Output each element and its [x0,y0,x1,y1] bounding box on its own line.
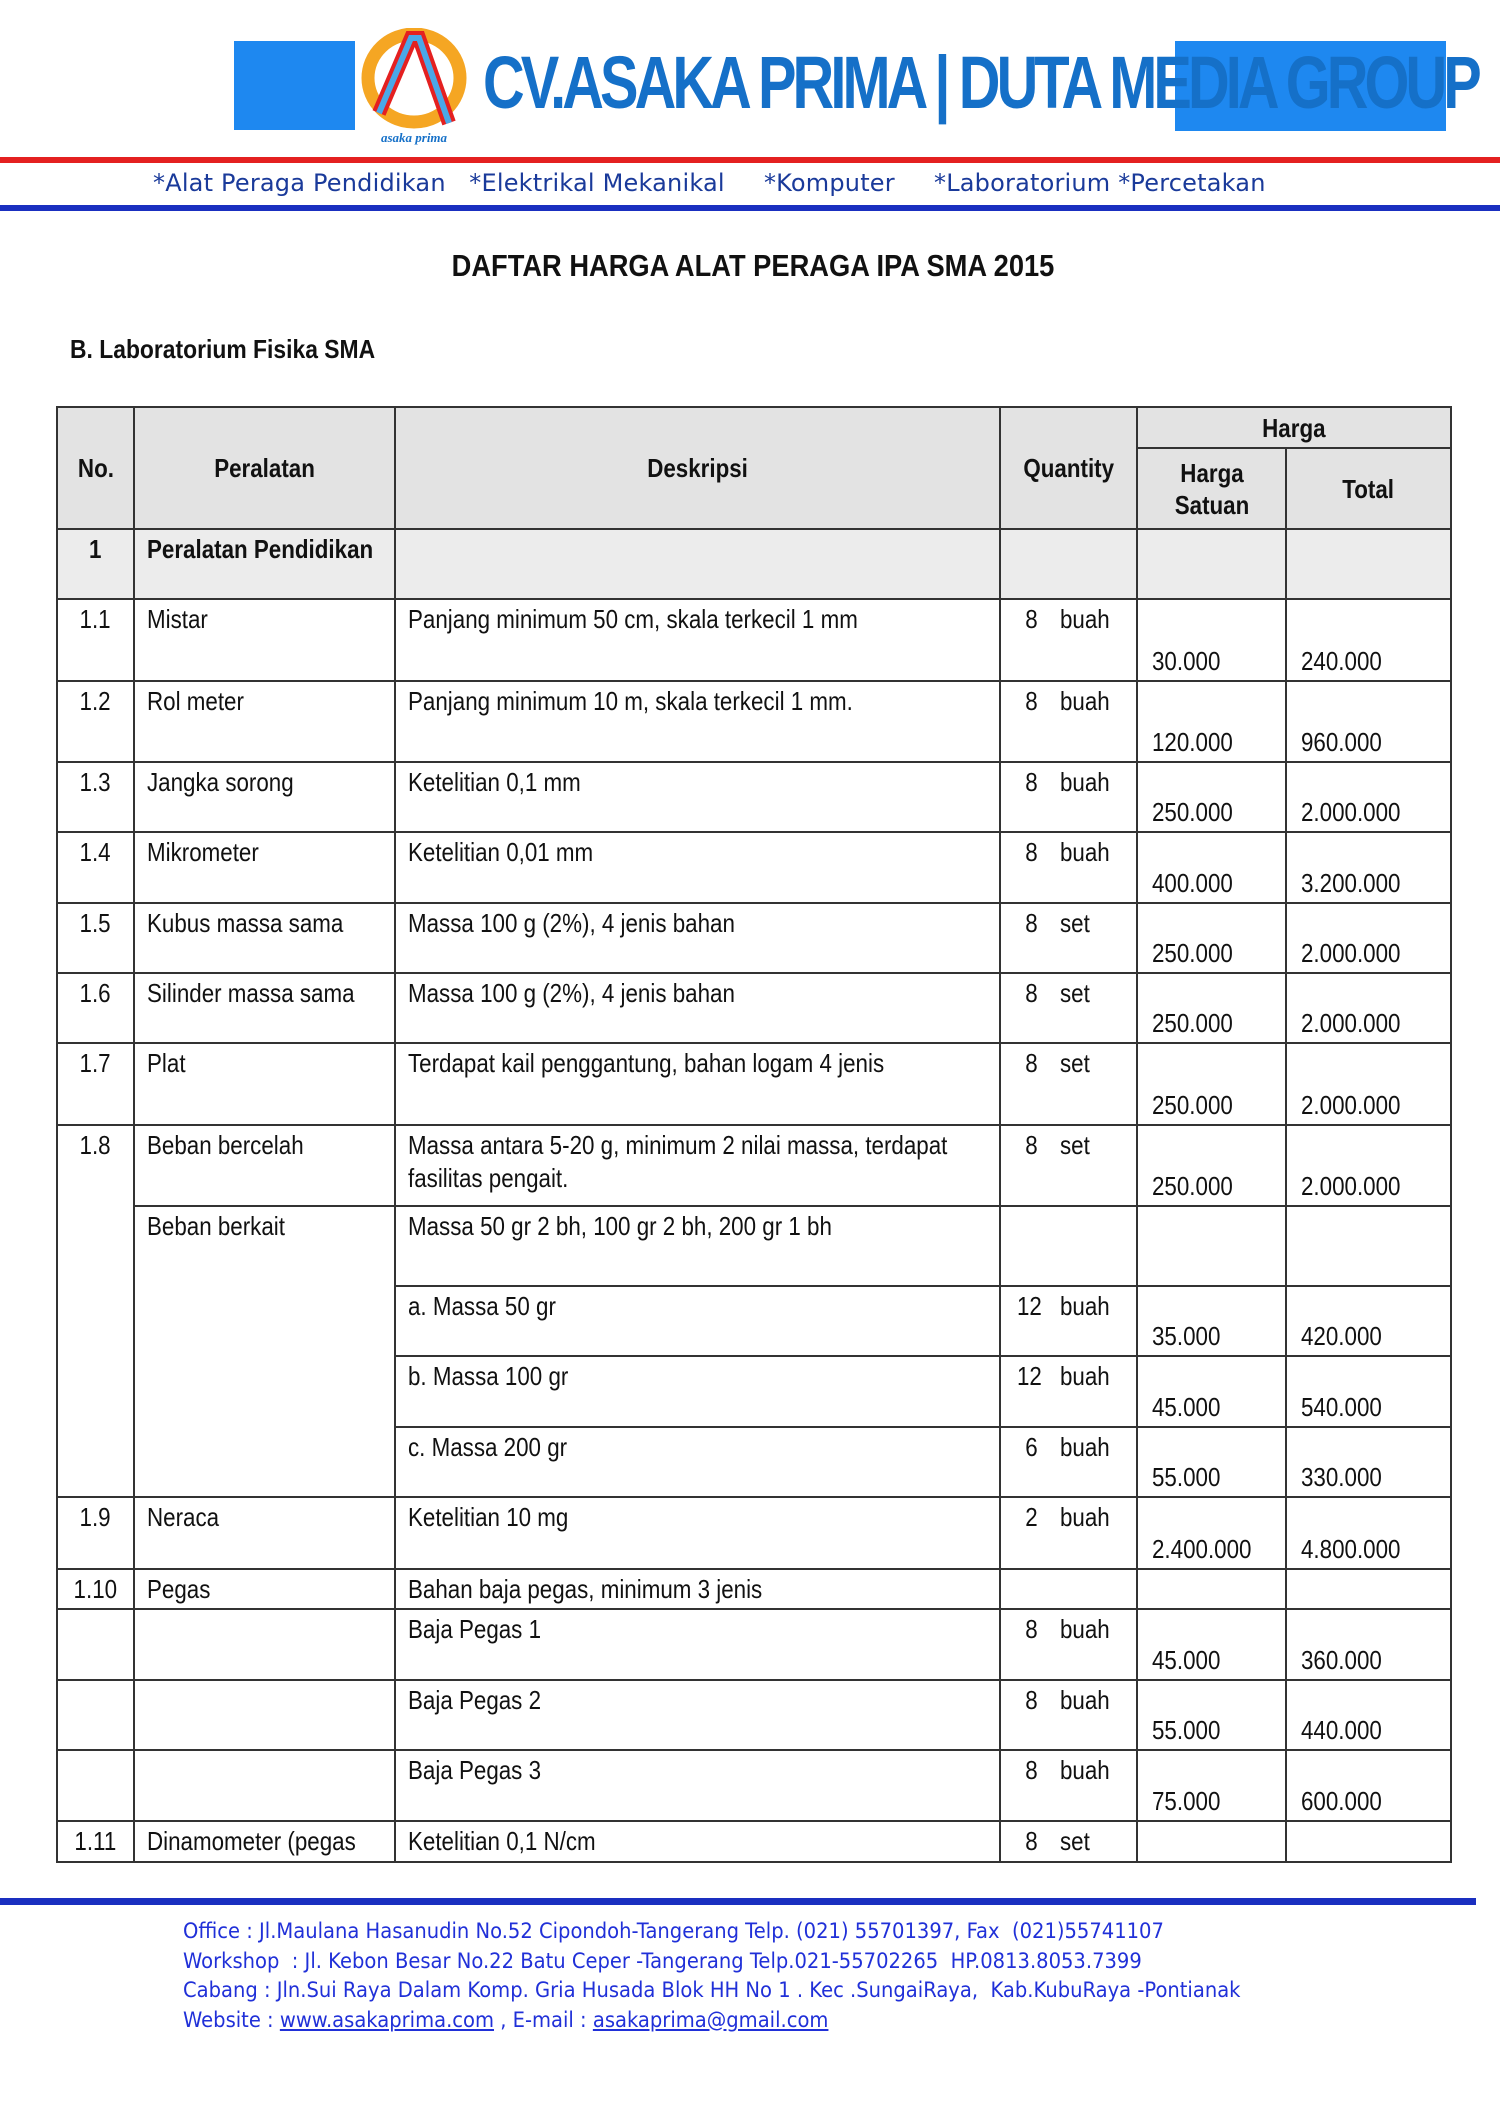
cell-item: Kubus massa sama [134,903,395,973]
email-link[interactable]: asakaprima@gmail.com [592,2007,829,2032]
cell-total: 330.000 [1286,1427,1451,1497]
cell-item: Peralatan Pendidikan [134,529,395,599]
document-title: DAFTAR HARGA ALAT PERAGA IPA SMA 2015 [451,248,1055,283]
cell-unit-price: 30.000 [1137,599,1286,681]
cell-unit-price: 55.000 [1137,1427,1286,1497]
table-row [57,1821,1451,1862]
cell-quantity [1000,1125,1137,1206]
cell-item [134,1609,395,1680]
header-quantity: Quantity [1000,407,1137,529]
cell-total: 2.000.000 [1286,1043,1451,1125]
cell-quantity [1000,973,1137,1043]
cell-unit-price: 250.000 [1137,1043,1286,1125]
quantity-unit: buah [1060,1685,1110,1715]
cell-total [1286,1206,1451,1286]
table-row [57,1569,1451,1609]
quantity-value: 8 [1025,1130,1038,1160]
cell-no: 1.2 [57,681,134,762]
cell-no [57,1609,134,1680]
quantity-unit: set [1060,978,1090,1008]
cell-item [134,1750,395,1821]
cell-no: 1.10 [57,1569,134,1609]
quantity-unit: buah [1060,1361,1110,1391]
cell-item: Plat [134,1043,395,1125]
table-row [57,973,1451,1043]
cell-unit-price: 45.000 [1137,1356,1286,1427]
cell-total: 960.000 [1286,681,1451,762]
cell-unit-price: 250.000 [1137,762,1286,832]
cell-unit-price [1137,1821,1286,1862]
footer-workshop: Workshop : Jl. Kebon Besar No.22 Batu Ceper -Tangerang Telp.021-55702265 HP.0813.8053.7399 [183,1948,1142,1973]
cell-no [57,1750,134,1821]
cell-description: Ketelitian 10 mg [395,1497,1000,1569]
cell-total: 360.000 [1286,1609,1451,1680]
header-blue-rule [0,205,1500,211]
cell-total [1286,1569,1451,1609]
quantity-value: 8 [1025,1048,1038,1078]
cell-description: a. Massa 50 gr [395,1286,1000,1356]
quantity-unit: buah [1060,604,1110,634]
cell-item: Rol meter [134,681,395,762]
cell-total: 2.000.000 [1286,1125,1451,1206]
cell-description: Terdapat kail penggantung, bahan logam 4 jenis [395,1043,1000,1125]
cell-quantity [1000,1043,1137,1125]
quantity-unit: buah [1060,837,1110,867]
cell-unit-price [1137,1206,1286,1286]
quantity-value: 8 [1025,1755,1038,1785]
table-row [57,1497,1451,1569]
cell-description: Baja Pegas 1 [395,1609,1000,1680]
cell-item: Neraca [134,1497,395,1569]
cell-total: 2.000.000 [1286,903,1451,973]
cell-description: Panjang minimum 10 m, skala terkecil 1 mm. [395,681,1000,762]
cell-item: Jangka sorong [134,762,395,832]
cell-description: Bahan baja pegas, minimum 3 jenis [395,1569,1000,1609]
cell-quantity [1000,762,1137,832]
quantity-value: 8 [1025,604,1038,634]
cell-no: 1 [57,529,134,599]
cell-quantity [1000,529,1137,599]
cell-no: 1.9 [57,1497,134,1569]
cell-description: Massa antara 5-20 g, minimum 2 nilai massa, terdapat fasilitas pengait. [395,1125,1000,1206]
cell-total: 3.200.000 [1286,832,1451,903]
quantity-unit: buah [1060,1291,1110,1321]
cell-unit-price: 250.000 [1137,973,1286,1043]
cell-quantity [1000,1569,1137,1609]
cell-unit-price: 35.000 [1137,1286,1286,1356]
header-item: Peralatan [134,407,395,529]
quantity-unit: buah [1060,1755,1110,1785]
cell-total: 4.800.000 [1286,1497,1451,1569]
tagline-item: *Komputer [763,169,895,197]
cell-no: 1.8 [57,1125,134,1497]
cell-description: b. Massa 100 gr [395,1356,1000,1427]
header-description: Deskripsi [395,407,1000,529]
cell-unit-price: 400.000 [1137,832,1286,903]
cell-quantity [1000,1497,1137,1569]
tagline-item: *Laboratorium *Percetakan [934,169,1266,197]
cell-item: Pegas [134,1569,395,1609]
cell-quantity [1000,832,1137,903]
cell-description: Ketelitian 0,01 mm [395,832,1000,903]
tagline-item: *Elektrikal Mekanikal [469,169,725,197]
cell-unit-price: 45.000 [1137,1609,1286,1680]
cell-quantity [1000,903,1137,973]
cell-item: Mikrometer [134,832,395,903]
cell-item: Beban berkait [134,1206,395,1497]
quantity-value: 8 [1025,686,1038,716]
footer-blue-rule [0,1898,1476,1905]
tagline [153,169,1266,197]
quantity-unit: buah [1060,767,1110,797]
cell-quantity [1000,1427,1137,1497]
section-row [57,529,1451,599]
quantity-unit: buah [1060,1432,1110,1462]
table-row [57,1609,1451,1680]
quantity-value: 8 [1025,767,1038,797]
cell-total [1286,1821,1451,1862]
cell-no: 1.6 [57,973,134,1043]
table-row [57,1043,1451,1125]
table-row [57,903,1451,973]
quantity-unit: set [1060,1048,1090,1078]
company-logo [359,28,469,148]
footer-contact [183,1917,1240,2035]
cell-quantity [1000,1821,1137,1862]
cell-item [134,1680,395,1750]
quantity-value: 8 [1025,908,1038,938]
cell-no [57,1680,134,1750]
table-row [57,1750,1451,1821]
cell-total: 540.000 [1286,1356,1451,1427]
quantity-value: 8 [1025,978,1038,1008]
table-row [57,1206,1451,1286]
cell-description: Massa 50 gr 2 bh, 100 gr 2 bh, 200 gr 1 bh [395,1206,1000,1286]
table-row [57,832,1451,903]
cell-total [1286,529,1451,599]
quantity-unit: set [1060,1826,1090,1856]
cell-total: 2.000.000 [1286,762,1451,832]
cell-description: Massa 100 g (2%), 4 jenis bahan [395,973,1000,1043]
footer-branch: Cabang : Jln.Sui Raya Dalam Komp. Gria Husada Blok HH No 1 . Kec .SungaiRaya, Kab.KubuRaya -Pontianak [183,1978,1241,2002]
cell-unit-price [1137,529,1286,599]
cell-total: 600.000 [1286,1750,1451,1821]
quantity-value: 8 [1025,1685,1038,1715]
cell-quantity [1000,1356,1137,1427]
header-total: Total [1286,448,1451,529]
cell-description: Baja Pegas 3 [395,1750,1000,1821]
tagline-item: *Alat Peraga Pendidikan [153,169,446,197]
cell-quantity [1000,1680,1137,1750]
header-unit-price: Harga Satuan [1137,448,1286,529]
quantity-unit: buah [1060,686,1110,716]
table-row [57,1125,1451,1206]
cell-unit-price: 250.000 [1137,1125,1286,1206]
cell-no: 1.7 [57,1043,134,1125]
table-row [57,1680,1451,1750]
quantity-unit: buah [1060,1614,1110,1644]
cell-description: c. Massa 200 gr [395,1427,1000,1497]
logo-caption: asaka prima [380,130,448,145]
cell-total: 420.000 [1286,1286,1451,1356]
cell-quantity [1000,681,1137,762]
cell-quantity [1000,1286,1137,1356]
cell-quantity [1000,1609,1137,1680]
cell-description: Panjang minimum 50 cm, skala terkecil 1 mm [395,599,1000,681]
cell-item: Beban bercelah [134,1125,395,1206]
cell-description: Baja Pegas 2 [395,1680,1000,1750]
quantity-value: 8 [1025,1826,1038,1856]
table-row [57,762,1451,832]
company-name: CV.ASAKA PRIMA | DUTA MEDIA GROUP [483,41,1478,124]
cell-description: Ketelitian 0,1 N/cm [395,1821,1000,1862]
quantity-value: 12 [1017,1291,1042,1321]
quantity-value: 8 [1025,837,1038,867]
header-red-rule [0,157,1500,163]
quantity-value: 2 [1025,1502,1038,1532]
footer-email-label: , E-mail : [493,2007,593,2032]
cell-no: 1.11 [57,1821,134,1862]
table-row [57,599,1451,681]
cell-unit-price: 120.000 [1137,681,1286,762]
quantity-value: 6 [1025,1432,1038,1462]
quantity-unit: set [1060,908,1090,938]
cell-unit-price: 2.400.000 [1137,1497,1286,1569]
cell-description [395,529,1000,599]
price-table [56,406,1452,1863]
cell-unit-price [1137,1569,1286,1609]
section-title: B. Laboratorium Fisika SMA [70,334,376,364]
cell-no: 1.5 [57,903,134,973]
footer-website-label: Website : [183,2007,280,2032]
website-link[interactable]: www.asakaprima.com [279,2007,494,2032]
quantity-value: 8 [1025,1614,1038,1644]
cell-description: Ketelitian 0,1 mm [395,762,1000,832]
cell-total: 240.000 [1286,599,1451,681]
cell-item: Mistar [134,599,395,681]
header-blue-block-left [234,41,355,130]
cell-unit-price: 75.000 [1137,1750,1286,1821]
cell-no: 1.3 [57,762,134,832]
cell-quantity [1000,599,1137,681]
quantity-value: 12 [1017,1361,1042,1391]
header-no: No. [57,407,134,529]
cell-no: 1.4 [57,832,134,903]
cell-quantity [1000,1750,1137,1821]
header-harga: Harga [1137,407,1451,448]
cell-total: 2.000.000 [1286,973,1451,1043]
footer-office: Office : Jl.Maulana Hasanudin No.52 Cipondoh-Tangerang Telp. (021) 55701397, Fax (021)55741107 [183,1919,1164,1943]
quantity-unit: set [1060,1130,1090,1160]
quantity-unit: buah [1060,1502,1110,1532]
cell-quantity [1000,1206,1137,1286]
cell-total: 440.000 [1286,1680,1451,1750]
cell-no: 1.1 [57,599,134,681]
cell-unit-price: 55.000 [1137,1680,1286,1750]
cell-unit-price: 250.000 [1137,903,1286,973]
cell-item: Silinder massa sama [134,973,395,1043]
table-row [57,681,1451,762]
cell-description: Massa 100 g (2%), 4 jenis bahan [395,903,1000,973]
cell-item: Dinamometer (pegas [134,1821,395,1862]
